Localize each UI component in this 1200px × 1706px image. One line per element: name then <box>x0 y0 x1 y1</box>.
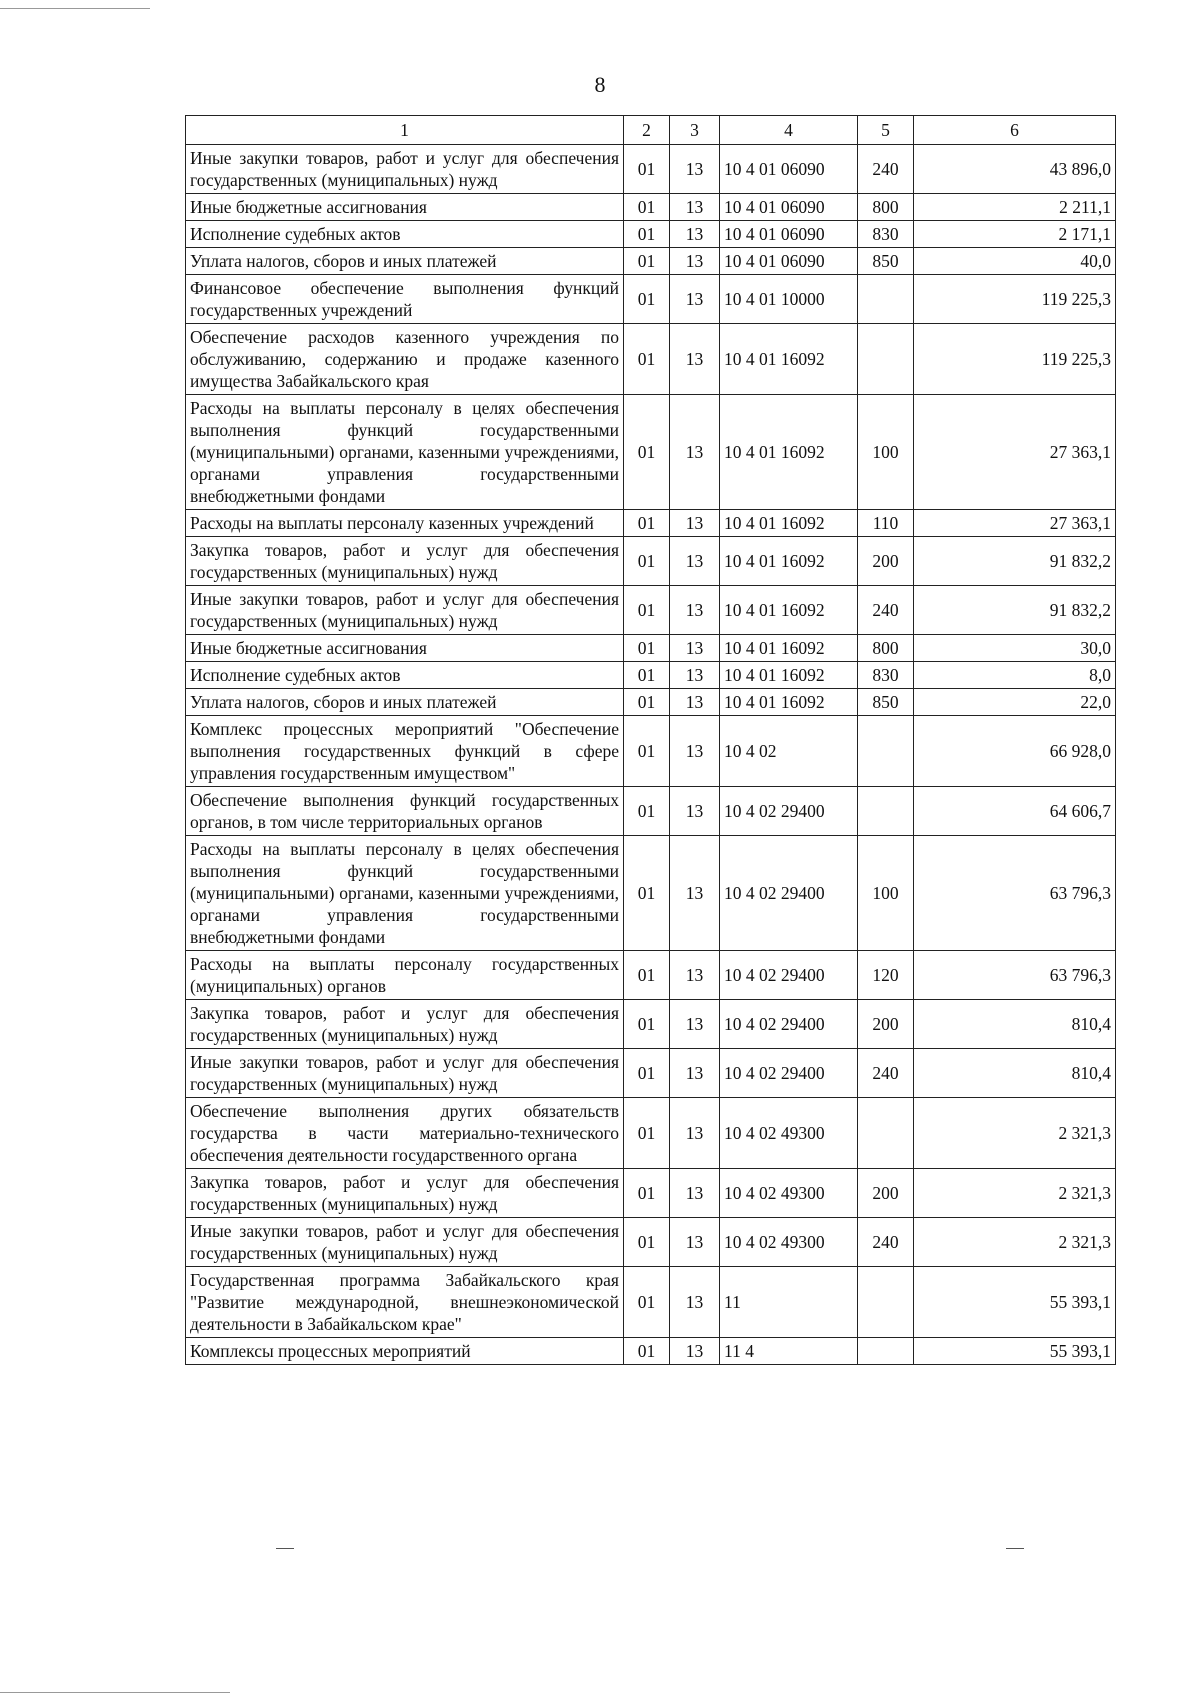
row-subsection-cell: 13 <box>670 395 720 510</box>
row-target-article-cell: 10 4 01 06090 <box>720 194 858 221</box>
table-row <box>186 1098 1116 1169</box>
row-expense-type-cell: 200 <box>858 1169 914 1218</box>
row-section-cell: 01 <box>624 635 670 662</box>
row-section-cell: 01 <box>624 1218 670 1267</box>
row-name-cell: Закупка товаров, работ и услуг для обеспечения государственных (муниципальных) нужд <box>186 537 624 586</box>
row-amount-cell: 40,0 <box>914 248 1116 275</box>
table-row <box>186 586 1116 635</box>
row-target-article-cell: 10 4 02 29400 <box>720 951 858 1000</box>
row-name-cell: Исполнение судебных актов <box>186 662 624 689</box>
row-target-article-cell: 10 4 01 16092 <box>720 537 858 586</box>
row-amount-cell: 27 363,1 <box>914 510 1116 537</box>
row-section-cell: 01 <box>624 1098 670 1169</box>
table-row <box>186 951 1116 1000</box>
row-section-cell: 01 <box>624 586 670 635</box>
row-amount-cell: 2 321,3 <box>914 1218 1116 1267</box>
table-row <box>186 1338 1116 1365</box>
row-expense-type-cell <box>858 275 914 324</box>
row-expense-type-cell: 800 <box>858 194 914 221</box>
row-expense-type-cell <box>858 716 914 787</box>
table-row <box>186 716 1116 787</box>
row-amount-cell: 43 896,0 <box>914 145 1116 194</box>
row-subsection-cell: 13 <box>670 1098 720 1169</box>
row-section-cell: 01 <box>624 510 670 537</box>
table-row <box>186 1218 1116 1267</box>
row-name-cell: Расходы на выплаты персоналу государственных (муниципальных) органов <box>186 951 624 1000</box>
row-name-cell: Обеспечение выполнения других обязательств государства в части материально-технического обеспечения деятельности государственного органа <box>186 1098 624 1169</box>
row-expense-type-cell <box>858 1338 914 1365</box>
row-subsection-cell: 13 <box>670 586 720 635</box>
row-name-cell: Уплата налогов, сборов и иных платежей <box>186 248 624 275</box>
row-expense-type-cell: 830 <box>858 662 914 689</box>
row-subsection-cell: 13 <box>670 248 720 275</box>
row-expense-type-cell: 100 <box>858 836 914 951</box>
row-subsection-cell: 13 <box>670 221 720 248</box>
row-amount-cell: 55 393,1 <box>914 1267 1116 1338</box>
table-row <box>186 1049 1116 1098</box>
row-subsection-cell: 13 <box>670 1218 720 1267</box>
row-amount-cell: 2 171,1 <box>914 221 1116 248</box>
table-body <box>186 145 1116 1365</box>
scan-mark <box>1006 1548 1024 1549</box>
row-section-cell: 01 <box>624 1267 670 1338</box>
table-row <box>186 662 1116 689</box>
row-target-article-cell: 10 4 01 16092 <box>720 395 858 510</box>
table-row <box>186 1267 1116 1338</box>
row-section-cell: 01 <box>624 248 670 275</box>
row-name-cell: Комплексы процессных мероприятий <box>186 1338 624 1365</box>
scan-edge-line-bottom <box>0 1692 230 1693</box>
table-row <box>186 537 1116 586</box>
table-row <box>186 145 1116 194</box>
table-row <box>186 324 1116 395</box>
row-section-cell: 01 <box>624 275 670 324</box>
row-name-cell: Обеспечение выполнения функций государственных органов, в том числе территориальных органов <box>186 787 624 836</box>
row-subsection-cell: 13 <box>670 324 720 395</box>
row-name-cell: Исполнение судебных актов <box>186 221 624 248</box>
row-name-cell: Расходы на выплаты персоналу в целях обеспечения выполнения функций государственными (муниципальными) органами, казенными учреждениями, органами управления государственными внебюджетными фондами <box>186 836 624 951</box>
row-amount-cell: 119 225,3 <box>914 324 1116 395</box>
row-section-cell: 01 <box>624 836 670 951</box>
row-amount-cell: 30,0 <box>914 635 1116 662</box>
row-section-cell: 01 <box>624 689 670 716</box>
row-name-cell: Иные бюджетные ассигнования <box>186 635 624 662</box>
row-subsection-cell: 13 <box>670 951 720 1000</box>
row-amount-cell: 810,4 <box>914 1000 1116 1049</box>
row-expense-type-cell: 110 <box>858 510 914 537</box>
row-expense-type-cell: 240 <box>858 1218 914 1267</box>
row-target-article-cell: 10 4 01 16092 <box>720 635 858 662</box>
row-subsection-cell: 13 <box>670 1000 720 1049</box>
page-number: 8 <box>594 72 606 97</box>
row-amount-cell: 810,4 <box>914 1049 1116 1098</box>
scan-mark <box>276 1548 294 1549</box>
row-section-cell: 01 <box>624 194 670 221</box>
row-target-article-cell: 10 4 01 10000 <box>720 275 858 324</box>
row-target-article-cell: 10 4 02 29400 <box>720 787 858 836</box>
row-target-article-cell: 10 4 02 29400 <box>720 1000 858 1049</box>
row-expense-type-cell <box>858 1098 914 1169</box>
row-amount-cell: 91 832,2 <box>914 586 1116 635</box>
row-amount-cell: 2 321,3 <box>914 1098 1116 1169</box>
row-expense-type-cell: 850 <box>858 689 914 716</box>
row-name-cell: Обеспечение расходов казенного учреждения по обслуживанию, содержанию и продаже казенного имущества Забайкальского края <box>186 324 624 395</box>
row-amount-cell: 55 393,1 <box>914 1338 1116 1365</box>
row-expense-type-cell: 200 <box>858 537 914 586</box>
row-expense-type-cell <box>858 324 914 395</box>
row-subsection-cell: 13 <box>670 716 720 787</box>
table-row <box>186 635 1116 662</box>
header-col-5: 5 <box>858 116 914 145</box>
row-target-article-cell: 10 4 01 16092 <box>720 510 858 537</box>
row-amount-cell: 63 796,3 <box>914 836 1116 951</box>
row-target-article-cell: 10 4 01 06090 <box>720 145 858 194</box>
row-target-article-cell: 10 4 01 06090 <box>720 248 858 275</box>
row-name-cell: Иные бюджетные ассигнования <box>186 194 624 221</box>
row-name-cell: Финансовое обеспечение выполнения функций государственных учреждений <box>186 275 624 324</box>
row-amount-cell: 22,0 <box>914 689 1116 716</box>
row-expense-type-cell: 830 <box>858 221 914 248</box>
row-subsection-cell: 13 <box>670 510 720 537</box>
row-name-cell: Комплекс процессных мероприятий "Обеспечение выполнения государственных функций в сфере управления государственным имуществом" <box>186 716 624 787</box>
row-section-cell: 01 <box>624 787 670 836</box>
row-amount-cell: 2 321,3 <box>914 1169 1116 1218</box>
header-col-1: 1 <box>186 116 624 145</box>
row-subsection-cell: 13 <box>670 1169 720 1218</box>
row-expense-type-cell: 240 <box>858 145 914 194</box>
row-section-cell: 01 <box>624 951 670 1000</box>
table-row <box>186 836 1116 951</box>
row-target-article-cell: 10 4 01 16092 <box>720 586 858 635</box>
row-name-cell: Расходы на выплаты персоналу в целях обеспечения выполнения функций государственными (муниципальными) органами, казенными учреждениями, органами управления государственными внебюджетными фондами <box>186 395 624 510</box>
header-col-4: 4 <box>720 116 858 145</box>
row-amount-cell: 64 606,7 <box>914 787 1116 836</box>
row-section-cell: 01 <box>624 221 670 248</box>
header-col-6: 6 <box>914 116 1116 145</box>
row-expense-type-cell: 120 <box>858 951 914 1000</box>
row-name-cell: Расходы на выплаты персоналу казенных учреждений <box>186 510 624 537</box>
row-expense-type-cell: 240 <box>858 586 914 635</box>
row-amount-cell: 119 225,3 <box>914 275 1116 324</box>
row-subsection-cell: 13 <box>670 662 720 689</box>
row-amount-cell: 63 796,3 <box>914 951 1116 1000</box>
table-row <box>186 1000 1116 1049</box>
row-section-cell: 01 <box>624 395 670 510</box>
row-subsection-cell: 13 <box>670 787 720 836</box>
row-section-cell: 01 <box>624 1049 670 1098</box>
row-amount-cell: 91 832,2 <box>914 537 1116 586</box>
row-subsection-cell: 13 <box>670 145 720 194</box>
row-section-cell: 01 <box>624 1000 670 1049</box>
row-expense-type-cell: 100 <box>858 395 914 510</box>
row-section-cell: 01 <box>624 145 670 194</box>
row-target-article-cell: 10 4 02 49300 <box>720 1169 858 1218</box>
row-section-cell: 01 <box>624 1169 670 1218</box>
row-name-cell: Иные закупки товаров, работ и услуг для обеспечения государственных (муниципальных) нужд <box>186 586 624 635</box>
table-row <box>186 194 1116 221</box>
table-row <box>186 221 1116 248</box>
row-target-article-cell: 10 4 01 16092 <box>720 689 858 716</box>
row-amount-cell: 2 211,1 <box>914 194 1116 221</box>
row-name-cell: Иные закупки товаров, работ и услуг для обеспечения государственных (муниципальных) нужд <box>186 1218 624 1267</box>
row-expense-type-cell <box>858 787 914 836</box>
table-row <box>186 510 1116 537</box>
row-expense-type-cell: 850 <box>858 248 914 275</box>
row-target-article-cell: 11 4 <box>720 1338 858 1365</box>
row-subsection-cell: 13 <box>670 537 720 586</box>
row-subsection-cell: 13 <box>670 1267 720 1338</box>
table-row <box>186 787 1116 836</box>
row-subsection-cell: 13 <box>670 1338 720 1365</box>
row-section-cell: 01 <box>624 716 670 787</box>
header-col-3: 3 <box>670 116 720 145</box>
row-section-cell: 01 <box>624 537 670 586</box>
row-expense-type-cell <box>858 1267 914 1338</box>
row-section-cell: 01 <box>624 1338 670 1365</box>
row-expense-type-cell: 800 <box>858 635 914 662</box>
row-section-cell: 01 <box>624 662 670 689</box>
table-row <box>186 275 1116 324</box>
row-target-article-cell: 10 4 02 49300 <box>720 1098 858 1169</box>
row-section-cell: 01 <box>624 324 670 395</box>
row-subsection-cell: 13 <box>670 689 720 716</box>
row-target-article-cell: 10 4 02 29400 <box>720 1049 858 1098</box>
row-name-cell: Иные закупки товаров, работ и услуг для обеспечения государственных (муниципальных) нужд <box>186 1049 624 1098</box>
row-target-article-cell: 10 4 02 <box>720 716 858 787</box>
row-subsection-cell: 13 <box>670 836 720 951</box>
table-row <box>186 1169 1116 1218</box>
row-name-cell: Государственная программа Забайкальского края "Развитие международной, внешнеэкономической деятельности в Забайкальском крае" <box>186 1267 624 1338</box>
row-amount-cell: 66 928,0 <box>914 716 1116 787</box>
header-row <box>186 116 1116 145</box>
row-target-article-cell: 10 4 02 29400 <box>720 836 858 951</box>
row-subsection-cell: 13 <box>670 194 720 221</box>
row-target-article-cell: 10 4 01 16092 <box>720 324 858 395</box>
table-row <box>186 395 1116 510</box>
row-subsection-cell: 13 <box>670 1049 720 1098</box>
row-expense-type-cell: 240 <box>858 1049 914 1098</box>
scan-edge-line-top <box>0 8 150 9</box>
row-subsection-cell: 13 <box>670 275 720 324</box>
row-name-cell: Иные закупки товаров, работ и услуг для обеспечения государственных (муниципальных) нужд <box>186 145 624 194</box>
row-expense-type-cell: 200 <box>858 1000 914 1049</box>
table-row <box>186 248 1116 275</box>
header-col-2: 2 <box>624 116 670 145</box>
row-target-article-cell: 10 4 02 49300 <box>720 1218 858 1267</box>
row-name-cell: Уплата налогов, сборов и иных платежей <box>186 689 624 716</box>
row-name-cell: Закупка товаров, работ и услуг для обеспечения государственных (муниципальных) нужд <box>186 1000 624 1049</box>
row-amount-cell: 8,0 <box>914 662 1116 689</box>
row-target-article-cell: 10 4 01 06090 <box>720 221 858 248</box>
budget-table <box>185 115 1116 1365</box>
row-subsection-cell: 13 <box>670 635 720 662</box>
table-row <box>186 689 1116 716</box>
row-target-article-cell: 10 4 01 16092 <box>720 662 858 689</box>
row-amount-cell: 27 363,1 <box>914 395 1116 510</box>
row-name-cell: Закупка товаров, работ и услуг для обеспечения государственных (муниципальных) нужд <box>186 1169 624 1218</box>
row-target-article-cell: 11 <box>720 1267 858 1338</box>
